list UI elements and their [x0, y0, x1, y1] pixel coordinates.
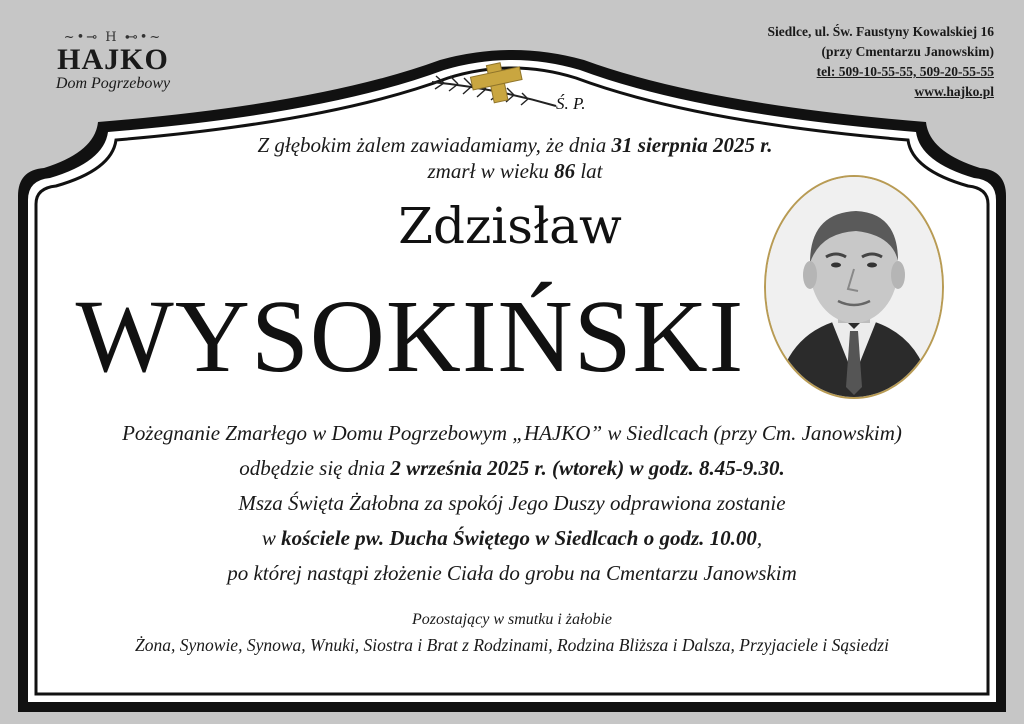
mourners-heading: Pozostający w smutku i żałobie [412, 611, 612, 628]
contact-website[interactable]: www.hajko.pl [914, 84, 994, 99]
age-suffix: lat [580, 159, 603, 183]
deceased-first-name: Zdzisław [398, 197, 622, 255]
intro-line-1 [130, 132, 900, 158]
portrait-image [766, 177, 942, 397]
company-subtitle: Dom Pogrzebowy [55, 75, 171, 92]
farewell-line-5: po której nastąpi złożenie Ciała do grobu na Cmentarzu Janowskim [227, 561, 797, 585]
farewell-line-2 [40, 455, 984, 481]
age-prefix: zmarł w wieku [427, 159, 549, 183]
company-name: HAJKO [57, 43, 169, 76]
farewell-date-prefix: odbędzie się dnia [239, 456, 386, 480]
farewell-line-4 [40, 525, 984, 551]
deceased-last-name: WYSOKIŃSKI [75, 279, 745, 394]
church-details: kościele pw. Ducha Świętego w Siedlcach o godz. 10.00 [281, 526, 757, 550]
contact-info [767, 22, 994, 102]
logo-monogram: H [105, 30, 119, 45]
age-value: 86 [554, 159, 576, 183]
contact-phones[interactable]: tel: 509-10-55-55, 509-20-55-55 [816, 64, 994, 79]
mourners-list: Żona, Synowie, Synowa, Wnuki, Siostra i Brat z Rodzinami, Rodzina Bliższa i Dalsza, Przyjaciele i Sąsiedzi [135, 635, 889, 655]
intro-prefix: Z głębokim żalem zawiadamiamy, że dnia [257, 133, 607, 157]
company-logo [28, 30, 198, 93]
cross-with-palm-icon [424, 60, 564, 114]
ornament-right-icon: ⊷•~ [124, 30, 163, 45]
farewell-date: 2 września 2025 r. (wtorek) w godz. 8.45-9.30. [390, 456, 785, 480]
deceased-portrait [764, 175, 944, 399]
church-suffix: , [756, 526, 763, 550]
ornament-left-icon: ~•⊸ [63, 30, 100, 45]
church-prefix: w [261, 526, 276, 550]
farewell-line-1: Pożegnanie Zmarłego w Domu Pogrzebowym „HAJKO” w Siedlcach (przy Cm. Janowskim) [122, 421, 902, 445]
contact-address: Siedlce, ul. Św. Faustyny Kowalskiej 16 [767, 24, 994, 39]
sp-abbreviation: Ś. P. [556, 94, 586, 113]
death-date: 31 sierpnia 2025 r. [611, 133, 773, 157]
contact-note: (przy Cmentarzu Janowskim) [821, 44, 994, 59]
intro-line-2 [130, 158, 900, 184]
farewell-line-3: Msza Święta Żałobna za spokój Jego Duszy odprawiona zostanie [238, 491, 786, 515]
